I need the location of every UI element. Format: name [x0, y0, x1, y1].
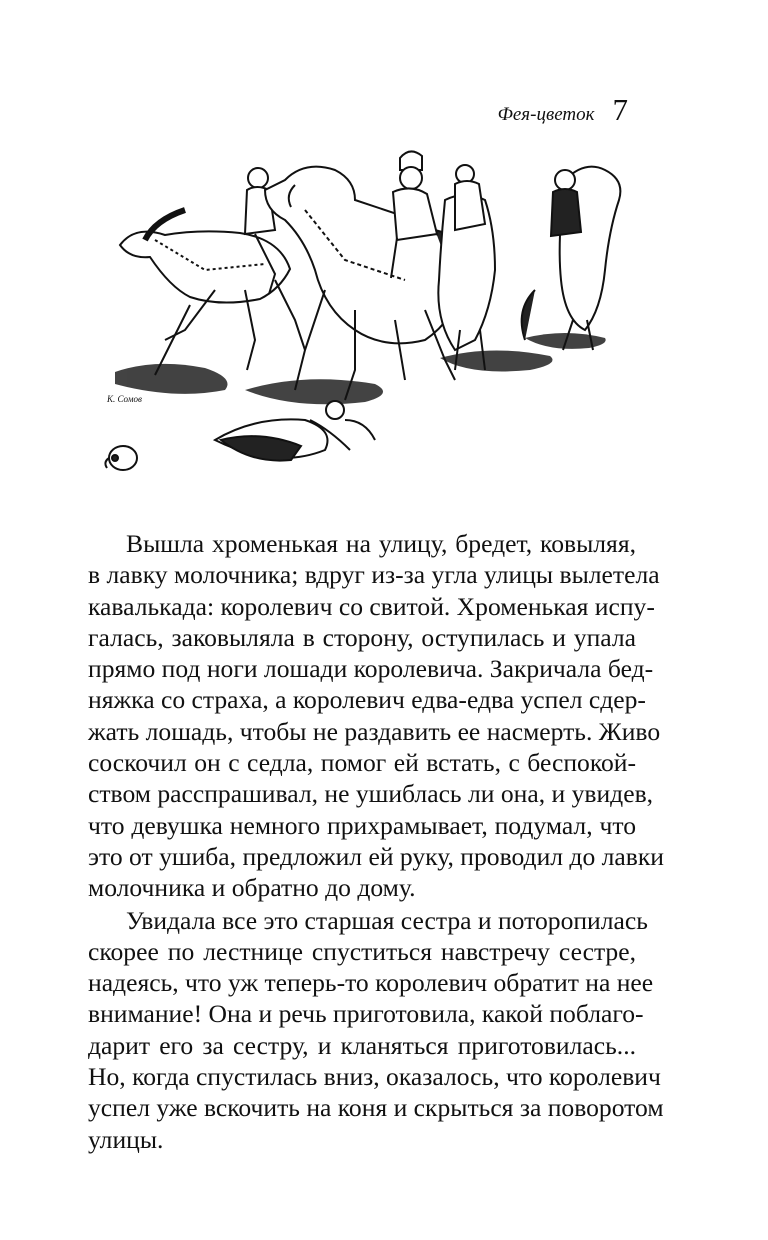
body-text: [88, 528, 664, 1155]
text-line: няжка со страха, а королевич едва-едва успел сдер-: [88, 685, 646, 715]
text-line: Вышла хроменькая на улицу, бредет, ковыляя,: [126, 529, 636, 558]
text-line: надеясь, что уж теперь-то королевич обратит на нее: [88, 968, 654, 998]
paragraph: [88, 905, 664, 1155]
text-line: что девушка немного прихрамывает, подумал, что: [88, 810, 636, 840]
horse-left: [120, 210, 305, 375]
text-line: молочника и обратно до дому.: [88, 873, 416, 903]
artist-signature: К. Сомов: [107, 394, 142, 404]
text-line: улицы.: [88, 1124, 164, 1154]
text-line: успел уже вскочить на коня и скрыться за поворотом: [88, 1093, 664, 1123]
cavalcade-illustration: [95, 140, 643, 492]
page-number: 7: [612, 92, 628, 127]
rider-right-center: [455, 165, 485, 230]
dropped-jug-icon: [105, 446, 137, 470]
cavalcade-drawing: [95, 140, 643, 492]
text-line: в лавку молочника; вдруг из-за угла улицы вылетела: [88, 560, 660, 590]
fallen-girl: [215, 401, 375, 461]
text-line: жать лошадь, чтобы не раздавить ее насмерть. Живо: [88, 716, 661, 746]
text-line: галась, заковыляла в сторону, оступилась и упала: [88, 622, 636, 652]
text-line: Увидала все это старшая сестра и поторопилась: [126, 905, 648, 935]
text-line: ством расспрашивал, не ушиблась ли она, и увидев,: [88, 779, 654, 809]
ground-shadows: [115, 333, 606, 404]
text-line: кавалькада: королевич со свитой. Хроменькая испу-: [88, 591, 655, 621]
paragraph: [88, 528, 664, 904]
text-line: скорее по лестнице спуститься навстречу сестре,: [88, 936, 636, 966]
text-line: прямо под ноги лошади королевича. Закричала бед-: [88, 654, 654, 684]
running-title: Фея-цветок: [497, 104, 595, 125]
text-line: Но, когда спустилась вниз, оказалось, что королевич: [88, 1062, 661, 1092]
text-line: это от ушиба, предложил ей руку, проводил до лавки: [88, 841, 664, 871]
text-line: дарит его за сестру, и кланяться приготовилась...: [88, 1030, 636, 1060]
text-line: внимание! Она и речь приготовила, какой поблаго-: [88, 999, 644, 1029]
text-line: соскочил он с седла, помог ей встать, с беспокой-: [88, 748, 636, 778]
running-head: [498, 92, 628, 128]
